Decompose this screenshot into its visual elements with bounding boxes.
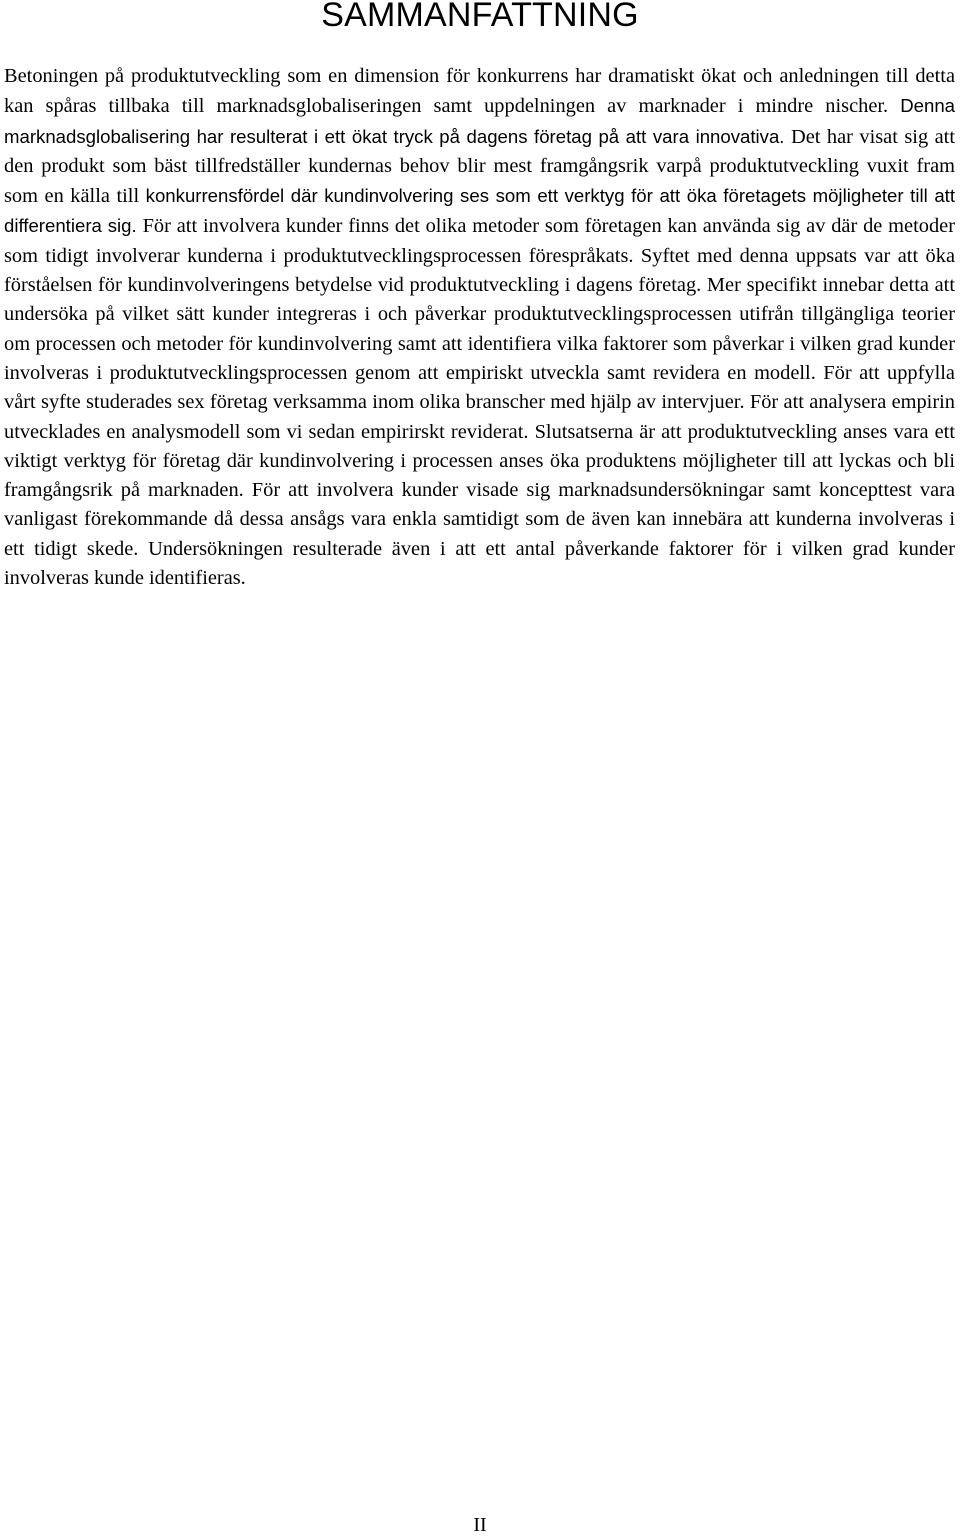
- page-number: II: [473, 1514, 487, 1536]
- summary-segment-2: Denna marknadsglobalisering har resulterat i ett ökat tryck på dagens företag på att vara innovativa.: [4, 95, 955, 147]
- summary-segment-3: Det har visat sig att den produkt som bäst tillfredställer kundernas behov blir mest framgångsrik varpå produktutveckling vuxit fram som en källa till: [4, 125, 955, 208]
- summary-paragraph: [4, 62, 955, 593]
- page-title: SAMMANFATTNING: [321, 0, 639, 34]
- summary-segment-1: Betoningen på produktutveckling som en dimension för konkurrens har dramatiskt ökat och anledningen till detta kan spåras tillbaka till marknadsglobaliseringen samt uppdelningen av marknader i mindre nischer.: [4, 65, 955, 118]
- summary-segment-4: konkurrensfördel där kundinvolvering ses som ett verktyg för att öka företagets möjligheter till att differentiera sig.: [4, 185, 955, 237]
- summary-segment-5: För att involvera kunder finns det olika metoder som företagen kan använda sig av där de metoder som tidigt involverar kunderna i produktutvecklingsprocessen förespråkats. Syftet med denna uppsats var att öka förståelsen för kundinvolveringens betydelse vid produktutveckling i dagens företag. Mer specifikt innebar detta att undersöka på vilket sätt kunder integreras i och påverkar produktutvecklingsprocessen utifrån tillgängliga teorier om processen och metoder för kundinvolvering samt att identifiera vilka faktorer som påverkar i vilken grad kunder involveras i produktutvecklingsprocessen genom att empiriskt utveckla samt revidera en modell. För att uppfylla vårt syfte studerades sex företag verksamma inom olika branscher med hjälp av intervjuer. För att analysera empirin utvecklades en analysmodell som vi sedan empirirskt reviderat. Slutsatserna är att produktutveckling anses vara ett viktigt verktyg för företag där kundinvolvering i processen anses öka produktens möjligheter till att lyckas och bli framgångsrik på marknaden. För att involvera kunder visade sig marknadsundersökningar samt koncepttest vara vanligast förekommande då dessa ansågs vara enkla samtidigt som de även kan innebära att kunderna involveras i ett tidigt skede. Undersökningen resulterade även i att ett antal påverkande faktorer för i vilken grad kunder involveras kunde identifieras.: [4, 215, 955, 590]
